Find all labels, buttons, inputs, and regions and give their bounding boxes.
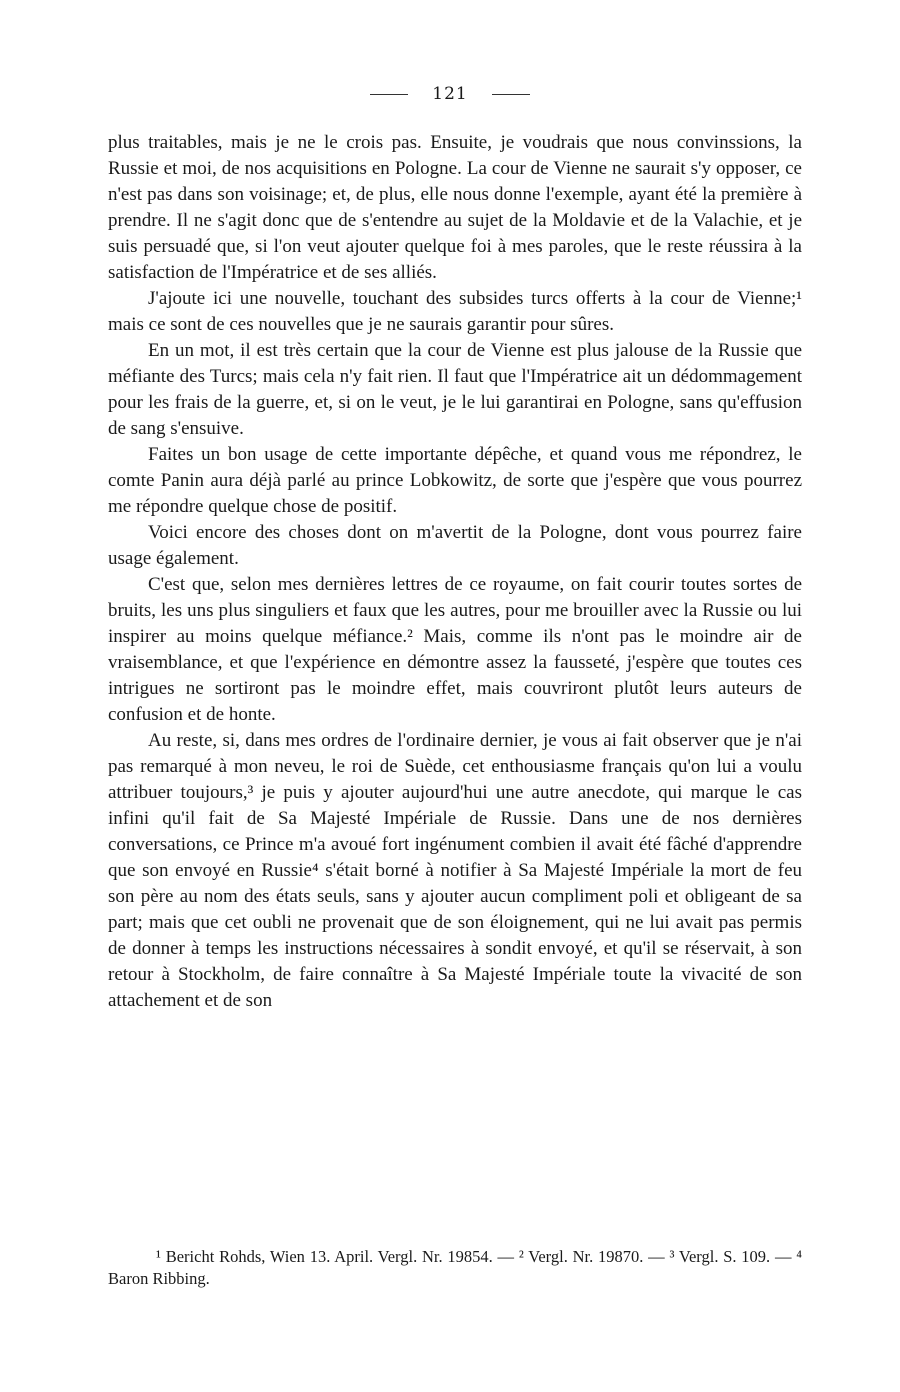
paragraph: En un mot, il est très certain que la cour de Vienne est plus jalouse de la Russie que méfiante des Turcs; mais cela n'y fait rien. Il faut que l'Impératrice ait un dédommagement pour les frais de la guerre, et, si on le veut, je le lui garantirai en Pologne, sans qu'effusion de sang s'ensuive.: [108, 340, 802, 439]
header-rule-left: [370, 94, 408, 95]
paragraph: C'est que, selon mes dernières lettres de ce royaume, on fait courir toutes sortes de bruits, les uns plus singuliers et faux que les autres, pour me brouiller avec la Russie ou lui inspirer au moins quelque méfiance.² Mais, comme ils n'ont pas le moindre air de vraisemblance, et que l'expérience en démontre assez la fausseté, j'espère que toutes ces intrigues ne sortiront pas le moindre effet, mais couvriront plutôt leurs auteurs de confusion et de honte.: [108, 574, 802, 725]
page-header: [0, 84, 900, 104]
paragraph: J'ajoute ici une nouvelle, touchant des subsides turcs offerts à la cour de Vienne;¹ mais ce sont de ces nouvelles que je ne saurais garantir pour sûres.: [108, 288, 802, 335]
header-rule-right: [492, 94, 530, 95]
paragraph: Voici encore des choses dont on m'avertit de la Pologne, dont vous pourrez faire usage également.: [108, 522, 802, 569]
body-text: [108, 130, 802, 1014]
paragraph: plus traitables, mais je ne le crois pas. Ensuite, je voudrais que nous convinssions, la Russie et moi, de nos acquisitions en Pologne. La cour de Vienne ne saurait s'y opposer, ce n'est pas dans son voisinage; et, de plus, elle nous donne l'exemple, ayant été la première à prendre. Il ne s'agit donc que de s'entendre au sujet de la Moldavie et de la Valachie, et je suis persuadé que, si l'on veut ajouter quelque foi à mes paroles, que le reste réussira à la satisfaction de l'Impératrice et de ses alliés.: [108, 132, 802, 283]
page-number: 121: [432, 84, 468, 104]
footnotes: [108, 1246, 802, 1290]
footnote-text: ¹ Bericht Rohds, Wien 13. April. Vergl. Nr. 19854. — ² Vergl. Nr. 19870. — ³ Vergl. S. 109. — ⁴ Baron Ribbing.: [108, 1247, 802, 1288]
paragraph: Faites un bon usage de cette importante dépêche, et quand vous me répondrez, le comte Panin aura déjà parlé au prince Lobkowitz, de sorte que j'espère que vous pourrez me répondre quelque chose de positif.: [108, 444, 802, 517]
paragraph: Au reste, si, dans mes ordres de l'ordinaire dernier, je vous ai fait observer que je n'ai pas remarqué à mon neveu, le roi de Suède, cet enthousiasme français qu'on lui a voulu attribuer toujours,³ je puis y ajouter aujourd'hui une autre anecdote, qui marque le cas infini qu'il fait de Sa Majesté Impériale de Russie. Dans une de nos dernières conversations, ce Prince m'a avoué fort ingénument combien il avait été fâché d'apprendre que son envoyé en Russie⁴ s'était borné à notifier à Sa Majesté Impériale la mort de feu son père au nom des états seuls, sans y ajouter aucun compliment poli et obligeant de sa part; mais que cet oubli ne provenait que de son éloignement, qui ne lui avait pas permis de donner à temps les instructions nécessaires à sondit envoyé, et qu'il se réservait, à son retour à Stockholm, de faire connaître à Sa Majesté Impériale toute la vivacité de son attachement et de son: [108, 730, 802, 1011]
